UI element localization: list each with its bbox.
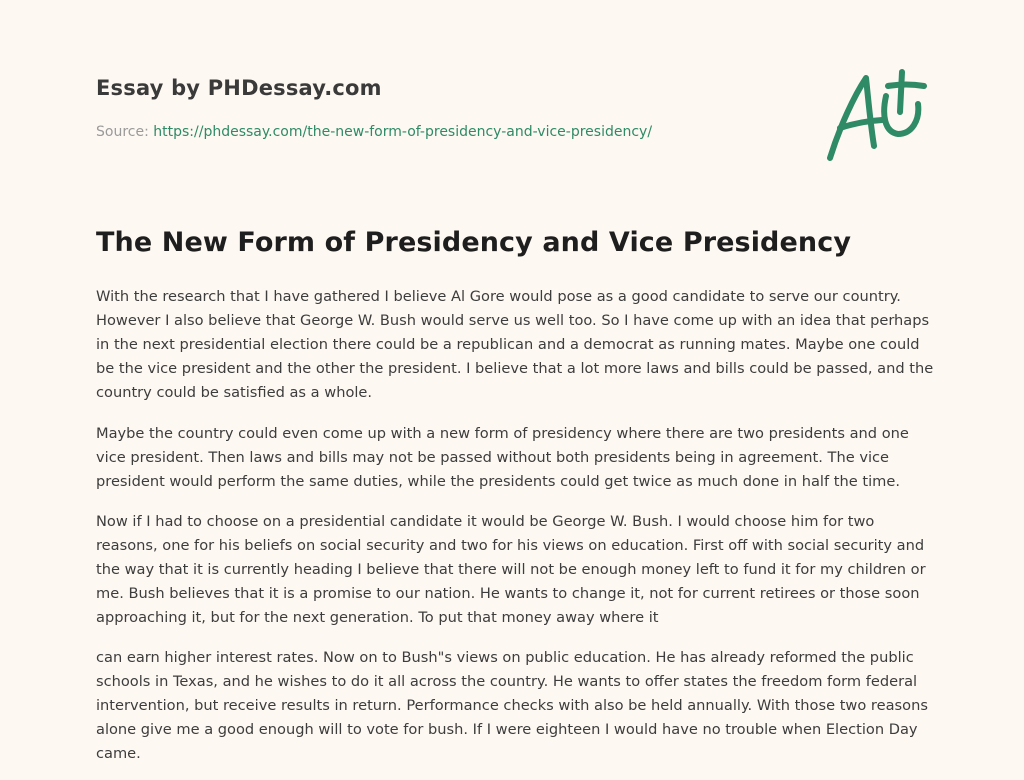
source-line [96, 124, 652, 140]
paragraph-4: can earn higher interest rates. Now on to Bush"s views on public education. He has already reformed the public schools in Texas, and he wishes to do it all across the country. He wants to offer states the freedom form federal intervention, but receive results in return. Performance checks with also be held annually. With those two reasons alone give me a good enough will to vote for bush. If I were eighteen I would have no trouble when Election Day came. [96, 649, 928, 762]
essay-body [96, 285, 936, 766]
source-link[interactable]: https://phdessay.com/the-new-form-of-presidency-and-vice-presidency/ [153, 124, 653, 140]
essay-title: The New Form of Presidency and Vice Presidency [96, 227, 852, 258]
source-label: Source: [96, 124, 154, 140]
paragraph-3: Now if I had to choose on a presidential candidate it would be George W. Bush. I would choose him for two reasons, one for his beliefs on social security and two for his views on education. First off with social security and the way that it is currently heading I believe that there will not be enough money left to fund it for my children or me. Bush believes that it is a promise to our nation. He wants to change it, not for current retirees or those soon approaching it, but for the next generation. To put that money away where it [96, 513, 926, 626]
paragraph-1: With the research that I have gathered I believe Al Gore would pose as a good candidate to serve our country. However I also believe that George W. Bush would serve us well too. So I have come up with an idea that perhaps in the next presidential election there could be a republican and a democrat as running mates. Maybe one could be the vice president and the other the president. I believe that a lot more laws and bills could be passed, and the country could be satisfied as a whole. [96, 288, 934, 401]
a-plus-grade-icon [820, 66, 932, 166]
paragraph-2: Maybe the country could even come up with a new form of presidency where there are two presidents and one vice president. Then laws and bills may not be passed without both presidents being in agreement. The vice president would perform the same duties, while the presidents could get twice as much done in half the time. [96, 425, 909, 490]
brand-title: Essay by PHDessay.com [96, 76, 382, 100]
page-header [96, 76, 796, 140]
